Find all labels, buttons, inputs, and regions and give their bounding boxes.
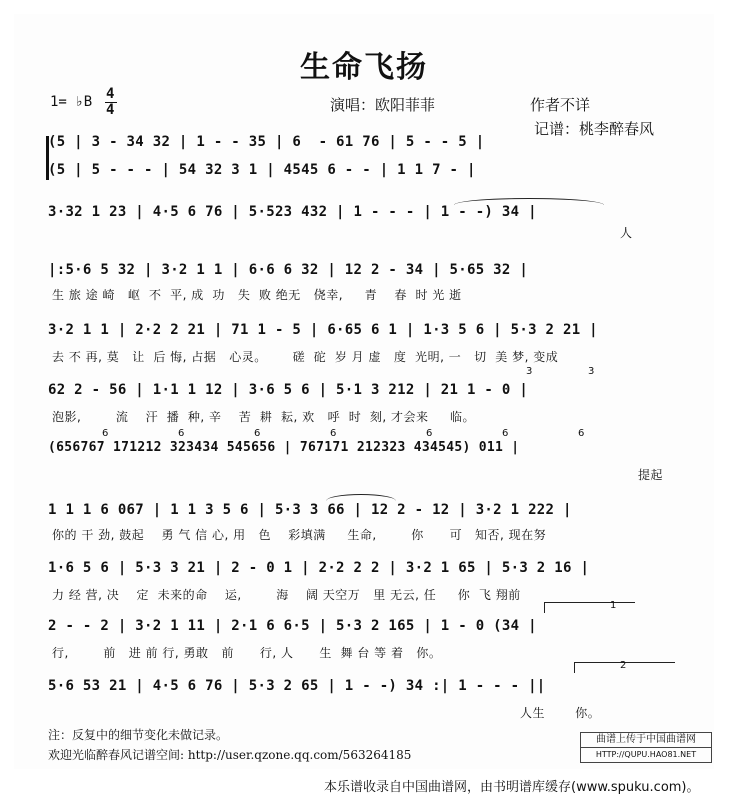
lyric-line-11: 人生 你。 [520, 706, 601, 720]
tuplet-mark: 6 [578, 428, 585, 439]
score-sheet [14, 14, 714, 769]
notation-line-2: (5 | 5 - - - | 54 32 3 1 | 4545 6 - - | 1 1 7 - | [48, 162, 476, 178]
lyric-line-10: 行, 前 进 前 行, 勇敢 前 行, 人 生 舞 台 等 着 你。 [52, 646, 442, 660]
tuplet-mark: 6 [330, 428, 337, 439]
transcriber-credit: 记谱：桃李醉春风 [534, 120, 655, 138]
notation-line-3: 3·32 1 23 | 4·5 6 76 | 5·523 432 | 1 - - - | 1 - -) 34 | [48, 204, 537, 220]
badge-line-2: HTTP://QUPU.HAO81.NET [580, 748, 712, 763]
notation-line-7: (656767 171212 323434 545656 | 767171 212323 434545) 011 | [48, 440, 520, 455]
tuplet-mark: 6 [502, 428, 509, 439]
notation-line-6: 62 2 - 56 | 1·1 1 12 | 3·6 5 6 | 5·1 3 212 | 21 1 - 0 | [48, 382, 529, 398]
key-signature: 1= ♭B [50, 94, 93, 110]
tuplet-mark: 3 [588, 366, 595, 377]
notation-line-11: 5·6 53 21 | 4·5 6 76 | 5·3 2 65 | 1 - -) 34 :| 1 - - - || [48, 678, 546, 694]
lyric-line-9: 力 经 营, 决 定 未来的命 运, 海 阔 天空万 里 无云, 任 你 飞 翔前 [52, 588, 521, 602]
slur [326, 494, 396, 501]
source-badge [580, 732, 712, 763]
singer-credit: 演唱：欧阳菲菲 [330, 96, 436, 114]
song-title: 生命飞扬 [300, 50, 428, 85]
notation-line-1: (5 | 3 - 34 32 | 1 - - 35 | 6 - 61 76 | 5 - - 5 | [48, 134, 485, 150]
composer-credit: 作者不详 [530, 96, 591, 114]
lyric-line-4: 生 旅 途 崎 岖 不 平, 成 功 失 败 绝无 侥幸, 青 春 时 光 逝 [52, 288, 462, 302]
volta-number: 1 [610, 600, 617, 611]
tuplet-mark: 6 [178, 428, 185, 439]
notation-line-10: 2 - - 2 | 3·2 1 11 | 2·1 6 6·5 | 5·3 2 165 | 1 - 0 (34 | [48, 618, 537, 634]
welcome-text: 欢迎光临醉春风记谱空间: http://user.qzone.qq.com/563264185 [48, 748, 412, 762]
lyric-line-8: 你的 干 劲, 鼓起 勇 气 信 心, 用 色 彩填满 生命, 你 可 知否, 现在努 [52, 528, 547, 542]
time-signature-top: 4 [106, 86, 115, 102]
badge-line-1: 曲谱上传于中国曲谱网 [580, 732, 712, 748]
tuplet-mark: 6 [254, 428, 261, 439]
slur [454, 198, 604, 205]
lyric-line-7: 提起 [638, 468, 664, 482]
time-signature-bottom: 4 [106, 102, 115, 118]
lyric-line-3: 人 [620, 226, 633, 240]
notation-line-8: 1 1 1 6 067 | 1 1 3 5 6 | 5·3 3 66 | 12 2 - 12 | 3·2 1 222 | [48, 502, 572, 518]
notation-line-9: 1·6 5 6 | 5·3 3 21 | 2 - 0 1 | 2·2 2 2 | 3·2 1 65 | 5·3 2 16 | [48, 560, 590, 576]
volta-bracket-1 [544, 602, 635, 613]
volta-number: 2 [620, 660, 627, 671]
lyric-line-5: 去 不 再, 莫 让 后 悔, 占据 心灵。 磋 砣 岁 月 虚 度 光明, 一 切 美 梦, 变成 [52, 350, 559, 364]
tuplet-mark: 6 [426, 428, 433, 439]
notation-line-4: |:5·6 5 32 | 3·2 1 1 | 6·6 6 32 | 12 2 - 34 | 5·65 32 | [48, 262, 529, 278]
lyric-line-6: 泡影, 流 汗 播 种, 辛 苦 耕 耘, 欢 呼 时 刻, 才会来 临。 [52, 410, 476, 424]
tuplet-mark: 6 [102, 428, 109, 439]
notation-line-5: 3·2 1 1 | 2·2 2 21 | 71 1 - 5 | 6·65 6 1 | 1·3 5 6 | 5·3 2 21 | [48, 322, 598, 338]
tuplet-mark: 3 [526, 366, 533, 377]
footer-source: 本乐谱收录自中国曲谱网，由书明谱库缓存(www.spuku.com)。 [324, 780, 700, 795]
footnote: 注：反复中的细节变化未做记录。 [48, 728, 229, 742]
